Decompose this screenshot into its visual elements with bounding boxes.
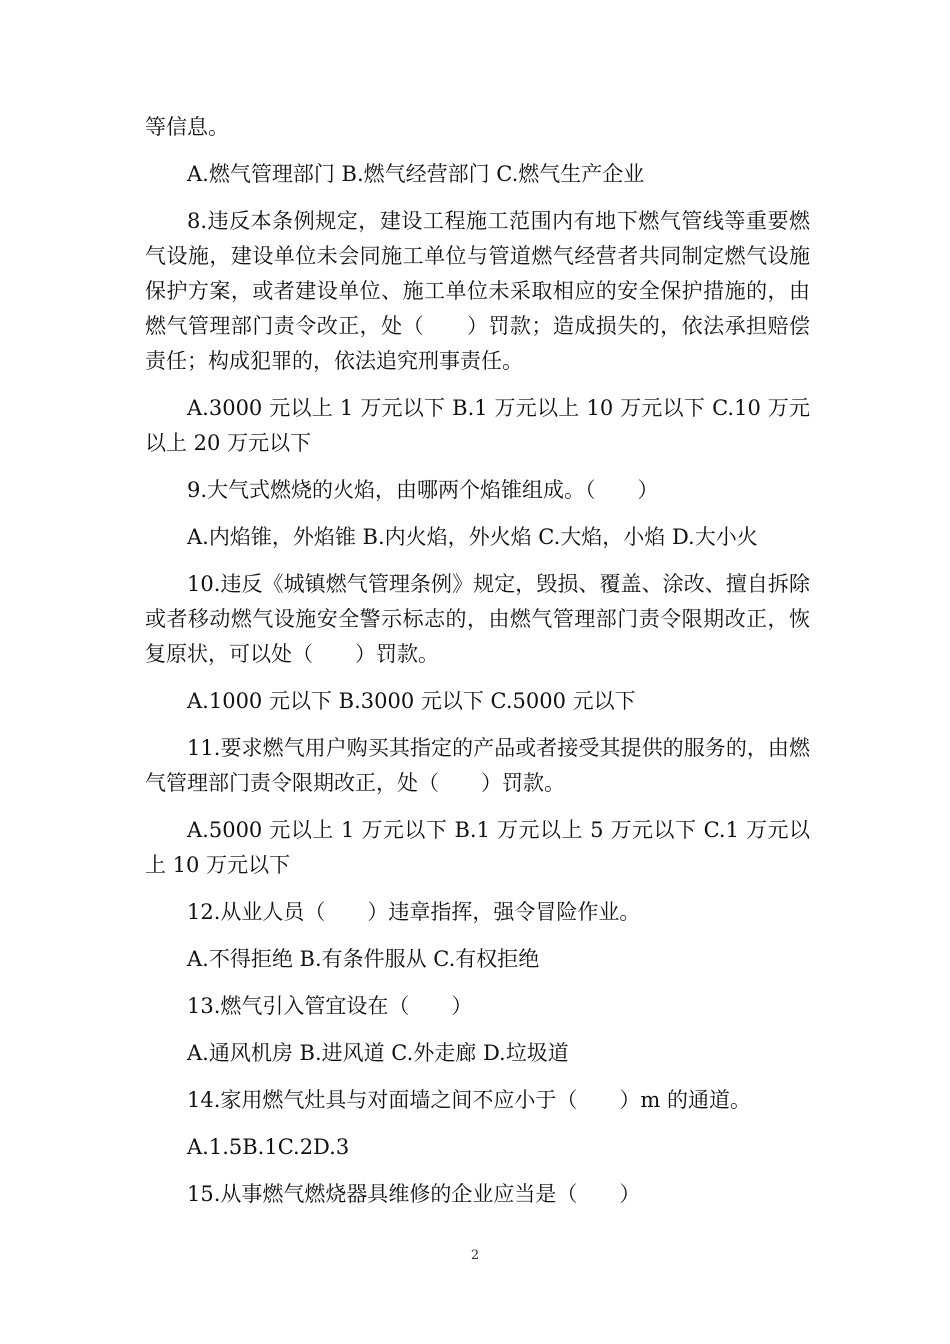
question-8: 8.违反本条例规定，建设工程施工范围内有地下燃气管线等重要燃气设施，建设单位未会同施工单位与管道燃气经营者共同制定燃气设施保护方案，或者建设单位、施工单位未采取相应的安全保护措施的，由燃气管理部门责令改正，处（ ）罚款；造成损失的，依法承担赔偿责任；构成犯罪的，依法追究刑事责任。 — [145, 209, 810, 373]
answer-options-7: A.燃气管理部门 B.燃气经营部门 C.燃气生产企业 — [187, 162, 645, 186]
question-10: 10.违反《城镇燃气管理条例》规定，毁损、覆盖、涂改、擅自拆除或者移动燃气设施安全警示标志的，由燃气管理部门责令限期改正，恢复原状，可以处（ ）罚款。 — [145, 572, 810, 666]
answer-options-10: A.1000 元以下 B.3000 元以下 C.5000 元以下 — [187, 689, 636, 713]
document-body — [145, 110, 810, 1224]
answer-options-8: A.3000 元以上 1 万元以下 B.1 万元以上 10 万元以下 C.10 万元以上 20 万元以下 — [145, 396, 810, 455]
question-11: 11.要求燃气用户购买其指定的产品或者接受其提供的服务的，由燃气管理部门责令限期改正，处（ ）罚款。 — [145, 736, 810, 795]
question-15: 15.从事燃气燃烧器具维修的企业应当是（ ） — [187, 1182, 641, 1206]
question-14: 14.家用燃气灶具与对面墙之间不应小于（ ）m 的通道。 — [187, 1088, 751, 1112]
answer-options-14: A.1.5B.1C.2D.3 — [187, 1135, 350, 1159]
answer-options-9: A.内焰锥，外焰锥 B.内火焰，外火焰 C.大焰，小焰 D.大小火 — [187, 525, 758, 549]
question-9: 9.大气式燃烧的火焰，由哪两个焰锥组成。（ ） — [187, 478, 659, 502]
question-13: 13.燃气引入管宜设在（ ） — [187, 994, 473, 1018]
page-number: 2 — [470, 1248, 480, 1263]
answer-options-13: A.通风机房 B.进风道 C.外走廊 D.垃圾道 — [187, 1041, 569, 1065]
answer-options-11: A.5000 元以上 1 万元以下 B.1 万元以上 5 万元以下 C.1 万元以上 10 万元以下 — [145, 818, 810, 877]
paragraph-continuation: 等信息。 — [145, 115, 229, 139]
answer-options-12: A.不得拒绝 B.有条件服从 C.有权拒绝 — [187, 947, 540, 971]
question-12: 12.从业人员（ ）违章指挥，强令冒险作业。 — [187, 900, 641, 924]
